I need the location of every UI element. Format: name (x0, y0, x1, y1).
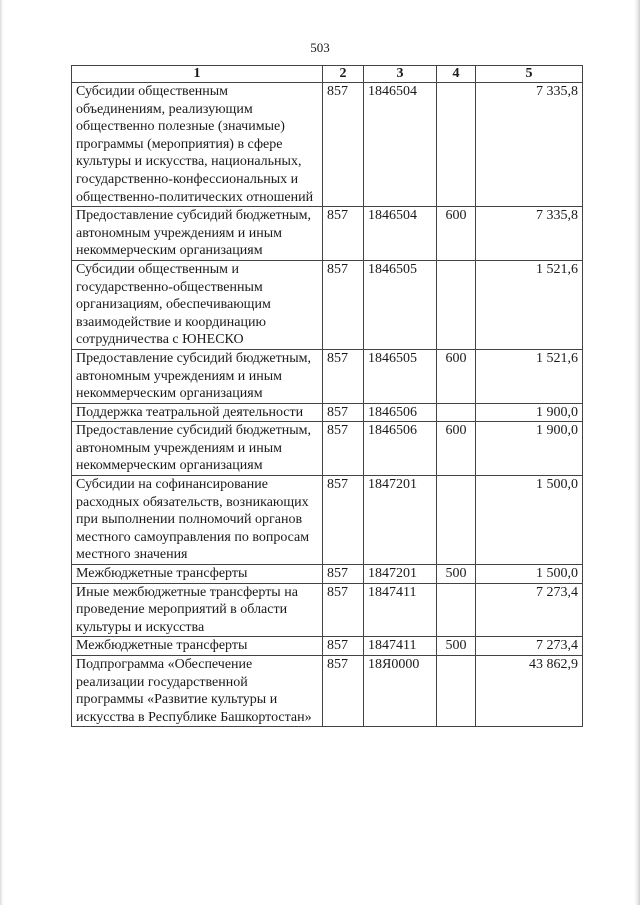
row-ved: 857 (323, 565, 364, 584)
row-ved: 857 (323, 349, 364, 403)
table-row (72, 349, 583, 403)
row-amount: 1 521,6 (476, 349, 583, 403)
row-target-article: 1846504 (364, 83, 437, 207)
row-amount: 7 273,4 (476, 637, 583, 656)
row-expense-type (437, 260, 476, 349)
row-target-article: 18Я0000 (364, 656, 437, 727)
row-ved: 857 (323, 83, 364, 207)
row-target-article: 1847201 (364, 476, 437, 565)
row-expense-type: 500 (437, 637, 476, 656)
row-expense-type (437, 403, 476, 422)
column-header: 2 (323, 66, 364, 83)
row-name: Субсидии на софинансирование расходных обязательств, возникающих при выполнении полномочий органов местного самоуправления по вопросам местного значения (72, 476, 323, 565)
row-amount: 1 900,0 (476, 422, 583, 476)
table-row (72, 403, 583, 422)
row-ved: 857 (323, 656, 364, 727)
row-target-article: 1846505 (364, 349, 437, 403)
row-name: Подпрограмма «Обеспечение реализации государственной программы «Развитие культуры и искусства в Республике Башкортостан» (72, 656, 323, 727)
row-name: Межбюджетные трансферты (72, 565, 323, 584)
row-amount: 1 521,6 (476, 260, 583, 349)
column-header: 4 (437, 66, 476, 83)
row-ved: 857 (323, 260, 364, 349)
table-row (72, 565, 583, 584)
scan-shadow-left (0, 0, 4, 905)
row-name: Субсидии общественным и государственно-общественным организациям, обеспечивающим взаимодействие и координацию сотрудничества с ЮНЕСКО (72, 260, 323, 349)
column-header: 1 (72, 66, 323, 83)
page-number: 503 (310, 40, 330, 55)
row-amount: 1 500,0 (476, 476, 583, 565)
row-name: Поддержка театральной деятельности (72, 403, 323, 422)
row-ved: 857 (323, 583, 364, 637)
row-amount: 7 335,8 (476, 83, 583, 207)
table-row (72, 656, 583, 727)
table-row (72, 583, 583, 637)
column-header: 5 (476, 66, 583, 83)
row-name: Предоставление субсидий бюджетным, автономным учреждениям и иным некоммерческим организациям (72, 422, 323, 476)
row-amount: 7 273,4 (476, 583, 583, 637)
row-amount: 43 862,9 (476, 656, 583, 727)
row-expense-type: 600 (437, 349, 476, 403)
scan-shadow-right (634, 0, 640, 905)
row-expense-type (437, 656, 476, 727)
row-target-article: 1846506 (364, 403, 437, 422)
table-row (72, 83, 583, 207)
budget-table (71, 65, 583, 727)
row-name: Межбюджетные трансферты (72, 637, 323, 656)
row-target-article: 1847201 (364, 565, 437, 584)
row-name: Предоставление субсидий бюджетным, автономным учреждениям и иным некоммерческим организациям (72, 207, 323, 261)
row-expense-type (437, 476, 476, 565)
table-row (72, 422, 583, 476)
row-ved: 857 (323, 207, 364, 261)
row-expense-type: 500 (437, 565, 476, 584)
row-name: Иные межбюджетные трансферты на проведение мероприятий в области культуры и искусства (72, 583, 323, 637)
row-target-article: 1847411 (364, 583, 437, 637)
table-row (72, 207, 583, 261)
row-ved: 857 (323, 403, 364, 422)
row-target-article: 1846505 (364, 260, 437, 349)
row-expense-type (437, 583, 476, 637)
row-ved: 857 (323, 637, 364, 656)
row-ved: 857 (323, 422, 364, 476)
row-amount: 1 900,0 (476, 403, 583, 422)
row-target-article: 1846506 (364, 422, 437, 476)
row-expense-type (437, 83, 476, 207)
table-row (72, 637, 583, 656)
row-target-article: 1847411 (364, 637, 437, 656)
row-ved: 857 (323, 476, 364, 565)
row-amount: 1 500,0 (476, 565, 583, 584)
row-amount: 7 335,8 (476, 207, 583, 261)
row-name: Субсидии общественным объединениям, реализующим общественно полезные (значимые) программы (мероприятия) в сфере культуры и искусства, национальных, государственно-конфессиональных и общественно-политических отношений (72, 83, 323, 207)
row-expense-type: 600 (437, 207, 476, 261)
header-row (72, 66, 583, 83)
row-target-article: 1846504 (364, 207, 437, 261)
table-row (72, 476, 583, 565)
row-expense-type: 600 (437, 422, 476, 476)
table-row (72, 260, 583, 349)
column-header: 3 (364, 66, 437, 83)
row-name: Предоставление субсидий бюджетным, автономным учреждениям и иным некоммерческим организациям (72, 349, 323, 403)
